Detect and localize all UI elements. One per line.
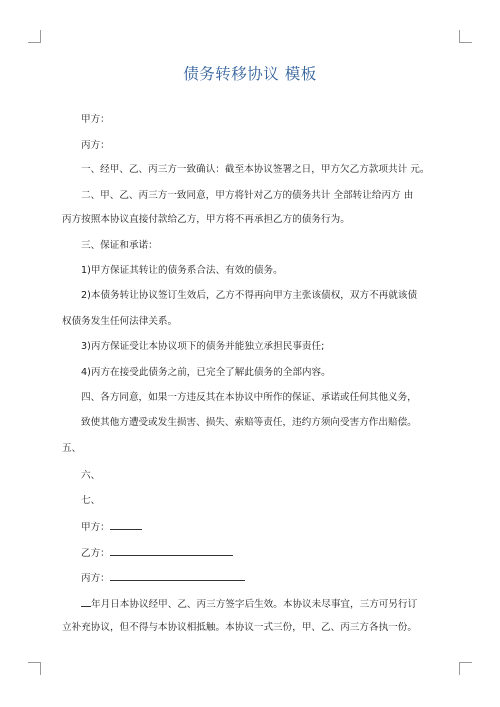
signature-party-a-label: 甲方：	[81, 522, 110, 533]
signature-party-c	[81, 570, 245, 586]
crop-mark-top-right	[459, 30, 472, 43]
signature-party-c-label: 丙方：	[81, 573, 110, 584]
clause-6: 六、	[81, 470, 101, 481]
party-c-label: 丙方：	[81, 140, 110, 151]
clause-4-line-1: 四、各方同意，如果一方违反其在本协议中所作的保证、承诺或任何其他义务，	[81, 392, 417, 403]
crop-mark-bottom-right	[459, 662, 472, 675]
clause-2-line-1: 二、甲、乙、丙三方一致同意，甲方将针对乙方的债务共计 全部转让给丙方 由	[81, 190, 414, 201]
signature-party-b-line[interactable]	[110, 545, 233, 556]
clause-2-line-2: 丙方按照本协议直接付款给乙方，甲方将不再承担乙方的债务行为。	[62, 214, 350, 225]
signature-party-c-line[interactable]	[110, 570, 245, 581]
clause-3-item-2-line-2: 权债务发生任何法律关系。	[62, 316, 178, 327]
crop-mark-top-left	[28, 30, 41, 43]
signature-party-a	[81, 519, 142, 535]
clause-7: 七、	[81, 495, 101, 506]
clause-3-item-2-line-1: 2)本债务转让协议签订生效后，乙方不得再向甲方主张该债权，双方不再就该债	[81, 290, 418, 301]
clause-5: 五、	[62, 443, 82, 454]
closing-line-1-text: 年月日本协议经甲、乙、丙三方签字后生效。本协议未尽事宜，三方可另行订	[91, 599, 418, 610]
signature-party-b	[81, 545, 233, 561]
party-a-label: 甲方：	[81, 114, 110, 125]
closing-line-1	[81, 596, 417, 612]
date-blank-line[interactable]	[81, 596, 91, 607]
clause-3-item-1: 1)甲方保证其转让的债务系合法、有效的债务。	[81, 265, 283, 276]
closing-line-2: 立补充协议，但不得与本协议相抵触。本协议一式三份，甲、乙、丙三方各执一份。	[62, 622, 417, 633]
clause-3-item-3: 3)丙方保证受让本协议项下的债务并能独立承担民事责任;	[81, 341, 325, 352]
clause-3-item-4: 4)丙方在接受此债务之前，已完全了解此债务的全部内容。	[81, 367, 331, 378]
clause-4-line-2: 致使其他方遭受或发生损害、损失、索赔等责任，违约方须向受害方作出赔偿。	[81, 417, 417, 428]
crop-mark-bottom-left	[28, 662, 41, 675]
signature-party-b-label: 乙方：	[81, 548, 110, 559]
document-title: 债务转移协议 模板	[183, 65, 317, 83]
clause-3-heading: 三、保证和承诺：	[81, 240, 158, 251]
signature-party-a-line[interactable]	[110, 519, 142, 530]
clause-1: 一、经甲、乙、丙三方一致确认：截至本协议签署之日，甲方欠乙方款项共计 元。	[81, 164, 430, 175]
